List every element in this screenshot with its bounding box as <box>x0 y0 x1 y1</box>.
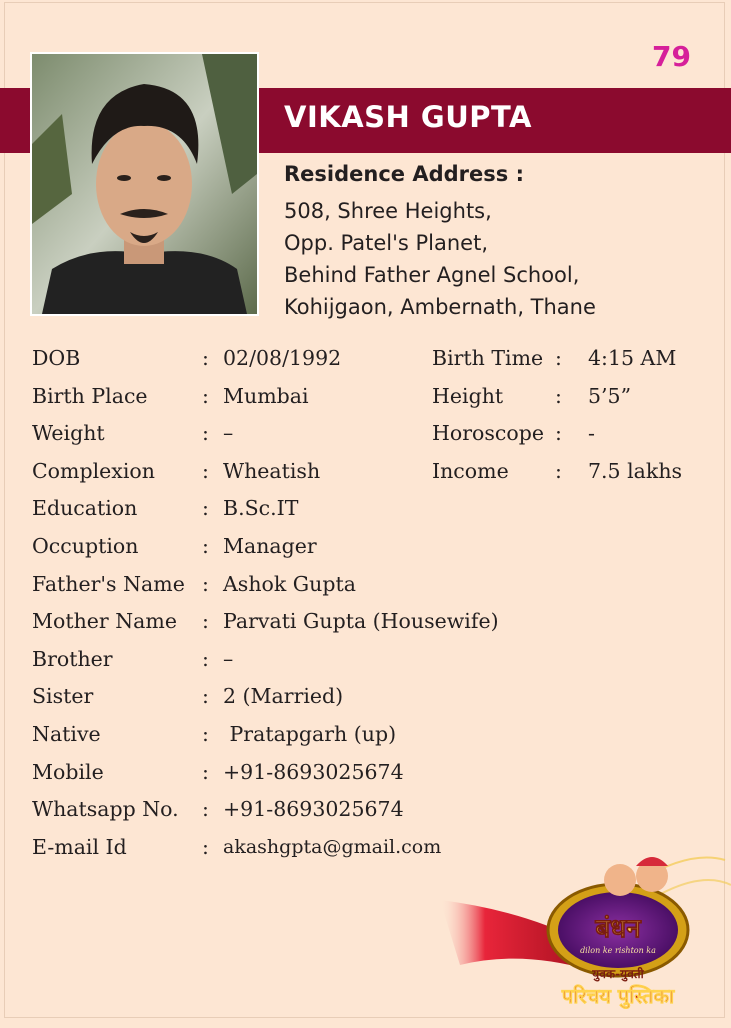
detail-value: Mumbai <box>223 383 309 408</box>
detail-value: Ashok Gupta <box>223 571 356 596</box>
detail-value: 02/08/1992 <box>223 346 342 370</box>
detail-colon: : <box>555 383 562 408</box>
detail-colon: : <box>202 571 209 596</box>
detail-value: 5’5” <box>588 383 632 408</box>
detail-value: akashgpta@gmail.com <box>223 835 442 858</box>
detail-colon: : <box>202 646 209 671</box>
detail-colon: : <box>202 346 209 370</box>
detail-label: Whatsapp No. <box>32 797 179 822</box>
detail-colon: : <box>202 609 209 634</box>
detail-label: Height <box>432 383 504 408</box>
page-number: 79 <box>652 40 691 73</box>
detail-value: B.Sc.IT <box>223 496 299 521</box>
detail-value: Pratapgarh (up) <box>223 721 397 746</box>
detail-label: Birth Time <box>432 346 544 370</box>
detail-label: Complexion <box>32 458 155 483</box>
detail-label: DOB <box>32 346 81 370</box>
address-line: Kohijgaon, Ambernath, Thane <box>284 295 596 319</box>
detail-label: Horoscope <box>432 421 544 446</box>
detail-value: 7.5 lakhs <box>588 458 683 483</box>
detail-label: Birth Place <box>32 383 148 408</box>
logo-sub1: युवक-युवती <box>592 967 644 981</box>
detail-value: Parvati Gupta (Housewife) <box>223 609 499 634</box>
detail-colon: : <box>202 721 209 746</box>
address-line: Behind Father Agnel School, <box>284 263 580 287</box>
detail-label: Mobile <box>32 759 104 784</box>
detail-label: Sister <box>32 684 94 709</box>
detail-value: – <box>223 646 234 671</box>
detail-colon: : <box>202 684 209 709</box>
address-label: Residence Address : <box>284 162 524 186</box>
detail-label: Education <box>32 496 138 521</box>
detail-colon: : <box>202 496 209 521</box>
profile-photo <box>30 52 259 316</box>
detail-value: +91-8693025674 <box>223 759 404 784</box>
detail-colon: : <box>555 458 562 483</box>
address-block <box>284 195 596 323</box>
profile-name: VIKASH GUPTA <box>284 100 532 134</box>
detail-colon: : <box>202 797 209 822</box>
address-line: 508, Shree Heights, <box>284 199 492 223</box>
detail-value: Manager <box>223 533 317 558</box>
logo-sub2: परिचय पुस्तिका <box>561 984 675 1008</box>
address-line: Opp. Patel's Planet, <box>284 231 489 255</box>
detail-value: – <box>223 421 234 446</box>
detail-colon: : <box>555 421 562 446</box>
detail-label: Brother <box>32 646 113 671</box>
detail-label: Father's Name <box>32 571 185 596</box>
detail-value: - <box>588 421 595 446</box>
detail-colon: : <box>202 458 209 483</box>
detail-colon: : <box>202 533 209 558</box>
detail-colon: : <box>202 834 209 859</box>
detail-colon: : <box>202 759 209 784</box>
detail-label: Mother Name <box>32 609 177 634</box>
detail-label: E-mail Id <box>32 834 127 859</box>
logo-tagline: dilon ke rishton ka <box>580 946 656 955</box>
detail-label: Native <box>32 721 101 746</box>
detail-value: Wheatish <box>223 458 321 483</box>
detail-colon: : <box>202 421 209 446</box>
detail-value: 2 (Married) <box>223 684 344 709</box>
detail-colon: : <box>555 346 562 370</box>
logo-main-text: बंधन <box>595 914 641 944</box>
bandhan-logo <box>440 840 731 1024</box>
detail-label: Income <box>432 458 509 483</box>
detail-colon: : <box>202 383 209 408</box>
detail-label: Weight <box>32 421 105 446</box>
detail-value: +91-8693025674 <box>223 797 404 822</box>
detail-label: Occuption <box>32 533 139 558</box>
detail-value: 4:15 AM <box>588 346 677 370</box>
